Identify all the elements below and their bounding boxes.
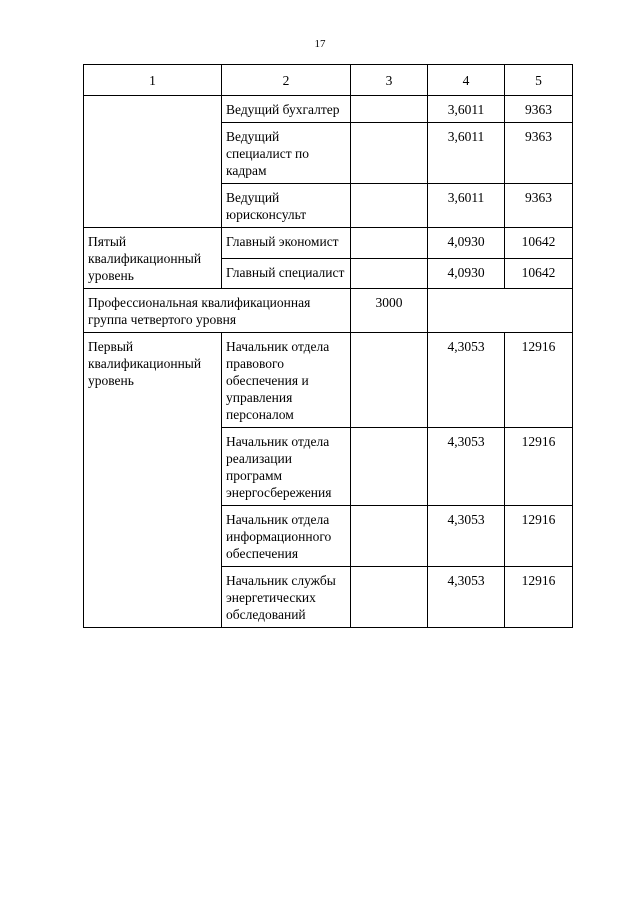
table-header-row	[84, 65, 573, 96]
professional-group-label: Профессиональная квалификационная группа четвертого уровня	[84, 289, 351, 333]
empty-cell	[351, 428, 428, 506]
empty-cell	[351, 506, 428, 567]
position-cell: Ведущий специалист по кадрам	[222, 123, 351, 184]
salary-cell: 12916	[505, 333, 573, 428]
salary-cell: 9363	[505, 123, 573, 184]
coefficient-cell: 4,3053	[428, 506, 505, 567]
coefficient-cell: 4,3053	[428, 333, 505, 428]
qualification-level-cell	[84, 96, 222, 228]
salary-cell: 10642	[505, 228, 573, 259]
column-header: 5	[505, 65, 573, 96]
position-cell: Ведущий бухгалтер	[222, 96, 351, 123]
position-cell: Начальник отдела правового обеспечения и управления персоналом	[222, 333, 351, 428]
table-row	[84, 96, 573, 123]
coefficient-cell: 4,0930	[428, 258, 505, 289]
coefficient-cell: 4,3053	[428, 567, 505, 628]
salary-cell: 9363	[505, 96, 573, 123]
empty-cell	[351, 258, 428, 289]
coefficient-cell: 4,0930	[428, 228, 505, 259]
coefficient-cell: 3,6011	[428, 123, 505, 184]
empty-cell	[351, 123, 428, 184]
position-cell: Начальник отдела информационного обеспечения	[222, 506, 351, 567]
empty-cell	[428, 289, 573, 333]
salary-cell: 12916	[505, 428, 573, 506]
salary-table	[83, 64, 573, 628]
column-header: 3	[351, 65, 428, 96]
position-cell: Главный специалист	[222, 258, 351, 289]
qualification-level-cell: Пятый квалификационный уровень	[84, 228, 222, 289]
empty-cell	[351, 96, 428, 123]
page-number: 17	[314, 38, 326, 50]
salary-cell: 12916	[505, 506, 573, 567]
position-cell: Ведущий юрисконсульт	[222, 184, 351, 228]
column-header: 2	[222, 65, 351, 96]
empty-cell	[351, 333, 428, 428]
empty-cell	[351, 228, 428, 259]
salary-cell: 12916	[505, 567, 573, 628]
empty-cell	[351, 184, 428, 228]
qualification-level-cell: Первый квалификационный уровень	[84, 333, 222, 628]
base-salary-cell: 3000	[351, 289, 428, 333]
table-row	[84, 333, 573, 428]
column-header: 1	[84, 65, 222, 96]
position-cell: Начальник отдела реализации программ энергосбережения	[222, 428, 351, 506]
table-row	[84, 228, 573, 259]
salary-cell: 10642	[505, 258, 573, 289]
coefficient-cell: 4,3053	[428, 428, 505, 506]
group-row	[84, 289, 573, 333]
empty-cell	[351, 567, 428, 628]
column-header: 4	[428, 65, 505, 96]
coefficient-cell: 3,6011	[428, 96, 505, 123]
salary-cell: 9363	[505, 184, 573, 228]
coefficient-cell: 3,6011	[428, 184, 505, 228]
position-cell: Начальник службы энергетических обследований	[222, 567, 351, 628]
position-cell: Главный экономист	[222, 228, 351, 259]
